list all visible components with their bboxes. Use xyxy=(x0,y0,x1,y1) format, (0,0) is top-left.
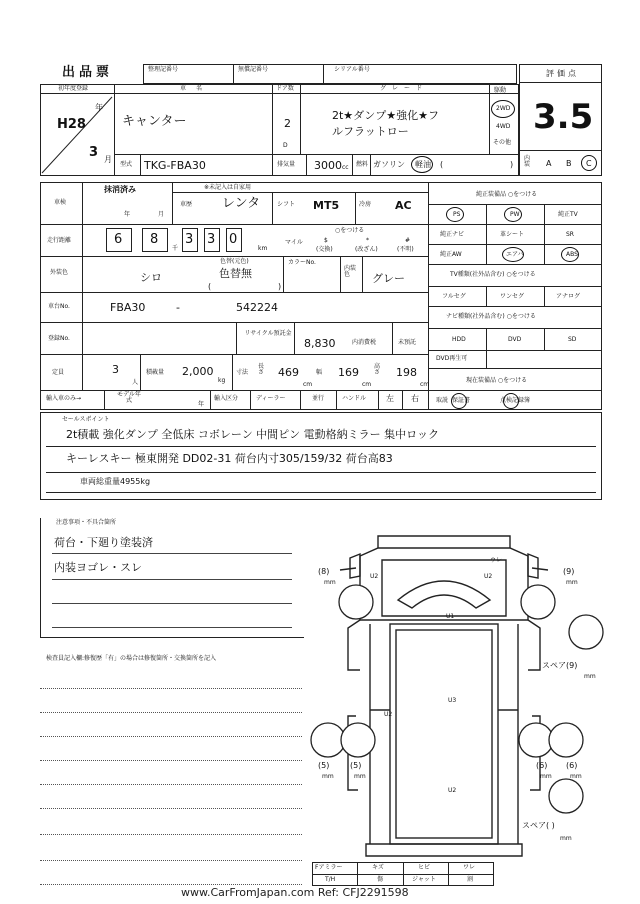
cc-unit: cc xyxy=(342,164,349,171)
tire-front-left xyxy=(339,585,373,619)
equip-aw: 純正AW xyxy=(440,251,462,258)
fuel-label: 燃料 xyxy=(356,161,369,168)
spare-bottom-label: スペア( ) xyxy=(522,821,555,830)
mark-u2-left-rear: U2 xyxy=(384,711,393,718)
evaluation-score: 3.5 xyxy=(533,97,594,137)
first-reg-month: 3 xyxy=(89,145,99,160)
load-label: 積載量 xyxy=(146,369,165,376)
score-label: 評価点 xyxy=(546,69,579,78)
mm-spare-bottom: mm xyxy=(560,835,572,842)
equip-record: 点検記録簿 xyxy=(500,397,531,404)
grade-line-1: 2t★ダンプ★強化★フ xyxy=(332,109,440,122)
legend-value-2: 傷 xyxy=(377,876,384,883)
size-label: 寸法 xyxy=(236,369,249,376)
mm-front-right: mm xyxy=(566,579,578,586)
recycle-tax-label: 内消費税 xyxy=(352,339,377,346)
sales-point-line-3: 車両総重量4955kg xyxy=(80,477,151,486)
interior-grade-label: 内装 xyxy=(524,155,531,168)
equip-ps-circle xyxy=(446,207,464,222)
equip-ps: PS xyxy=(453,211,461,218)
import-parallel: 並行 xyxy=(312,395,325,402)
frame-rails xyxy=(370,624,518,844)
tire-rear-right-outer xyxy=(549,723,583,757)
color-paren-open: ( xyxy=(208,282,212,291)
navi-dvd-play: DVD再生可 xyxy=(436,355,468,362)
month-unit: 月 xyxy=(104,155,112,164)
ac-value: AC xyxy=(395,199,412,212)
inspection-month-unit: 月 xyxy=(158,211,165,218)
handle-label: ハンドル xyxy=(342,395,367,402)
model-name: キャンター xyxy=(122,114,187,129)
cm-unit-1: cm xyxy=(303,381,313,388)
navi-type-header: ナビ種類(社外品含む) ○をつける xyxy=(446,313,536,320)
year-unit: 年 xyxy=(95,103,103,112)
model-year-unit: 年 xyxy=(198,401,205,408)
mileage-check-symbol-2: * xyxy=(366,237,369,244)
fuel-paren-close: ) xyxy=(510,160,514,169)
mark-u2-rear: U2 xyxy=(448,787,457,794)
inspection-label: 車検 xyxy=(54,199,67,206)
mileage-digit-1: 6 xyxy=(114,232,123,247)
equip-airbag-circle xyxy=(502,247,524,262)
cab-outline xyxy=(360,548,528,620)
navi-hdd: HDD xyxy=(452,336,466,343)
grade-line-2: ルフラットロー xyxy=(332,125,409,138)
legend-header-2: キズ xyxy=(372,864,384,871)
chassis-number: 542224 xyxy=(236,301,278,314)
mark-u3-bed: U3 xyxy=(448,697,457,704)
mileage-label: 走行距離 xyxy=(47,237,72,244)
handle-right: 右 xyxy=(411,394,419,403)
notes-label: 注意事項・不具合箇所 xyxy=(56,519,117,526)
interior-color: グレー xyxy=(372,272,405,285)
cab-roof-outline xyxy=(378,536,510,548)
mileage-check-header: ○をつける xyxy=(335,227,365,234)
model-year-label: モデル年式 xyxy=(117,391,141,404)
capacity-label: 定員 xyxy=(52,369,65,376)
drive-circle xyxy=(491,100,515,118)
sales-point-line-1: 2t積載 強化ダンプ 全低床 コボレーン 中間ピン 電動格納ミラー 集中ロック xyxy=(66,428,439,441)
mm-front-left: mm xyxy=(324,579,336,586)
color-change-label: 色替(元色) xyxy=(220,258,249,265)
legend-header-1: Fアミラー xyxy=(315,864,343,871)
tire-front-right xyxy=(521,585,555,619)
tire-spare-bottom xyxy=(549,779,583,813)
import-type-label: 輸入区分 xyxy=(214,395,239,402)
current-equipment-header: 現在装備品 ○をつける xyxy=(466,377,528,384)
tire-depth-rear-left-outer: (5) xyxy=(318,761,330,770)
left-mirror xyxy=(350,554,360,578)
chassis-prefix: FBA30 xyxy=(110,301,146,314)
usage-note: ※未記入は自家用 xyxy=(204,184,252,191)
note-line-2: 内装ヨゴレ・スレ xyxy=(54,561,142,574)
inspection-year-unit: 年 xyxy=(124,211,131,218)
mm-rear-right-inner: mm xyxy=(540,773,552,780)
note-line-1: 荷台・下廻り塗装済 xyxy=(54,536,153,549)
handle-left: 左 xyxy=(386,394,394,403)
mark-u2-right-front: U2 xyxy=(484,573,493,580)
interior-color-label: 内装色 xyxy=(344,265,357,278)
spare-top-label: スペア(9) xyxy=(542,661,578,670)
tire-depth-rear-right-outer: (6) xyxy=(566,761,578,770)
drive-other: その他 xyxy=(493,139,512,146)
mileage-check-tampered: (改ざん) xyxy=(355,246,378,253)
cab-inner-outline xyxy=(382,557,506,616)
shift-value: MT5 xyxy=(313,199,340,212)
tire-depth-rear-left-inner: (5) xyxy=(350,761,362,770)
cm-unit-3: cm xyxy=(420,381,430,388)
interior-grade-c: C xyxy=(586,159,592,168)
interior-grade-b: B xyxy=(566,159,572,168)
tire-depth-front-right: (9) xyxy=(563,567,575,576)
lot-number-label: 整理記番号 xyxy=(148,66,179,73)
door-type: D xyxy=(283,142,288,149)
capacity-value: 3 xyxy=(112,363,119,376)
sheet-title: 出品票 xyxy=(62,65,114,80)
tv-oneseg: ワンセグ xyxy=(500,293,525,300)
mm-rear-right-outer: mm xyxy=(570,773,582,780)
header-id-row xyxy=(143,64,517,84)
windshield xyxy=(398,581,490,608)
genuine-equipment-header: 純正装備品 ○をつける xyxy=(476,191,538,198)
tv-type-header: TV種類(社外品含む) ○をつける xyxy=(450,271,536,278)
recycle-unpaid-label: 未預託 xyxy=(398,339,417,346)
mm-rear-left-inner: mm xyxy=(354,773,366,780)
shift-label: シフト xyxy=(277,201,296,208)
color-paren-close: ) xyxy=(278,282,282,291)
exhibit-number-label: 無償記番号 xyxy=(238,66,269,73)
door-count: 2 xyxy=(284,117,291,130)
fuel-circle xyxy=(411,156,433,173)
drive-label: 駆動 xyxy=(494,87,507,94)
width-label: 幅 xyxy=(316,369,323,376)
usage-value: レンタ xyxy=(222,196,261,211)
mileage-check-symbol-3: # xyxy=(405,237,411,244)
interior-grade-a: A xyxy=(546,159,552,168)
tire-rear-right-inner xyxy=(519,723,553,757)
mileage-digit-3: 3 xyxy=(185,232,194,247)
interior-grade-circle xyxy=(581,155,597,171)
equip-pw: PW xyxy=(510,211,520,218)
import-dealer: ディーラー xyxy=(256,395,286,402)
legend-header-3: ヒビ xyxy=(418,864,431,871)
color-change-value: 色替無 xyxy=(219,267,252,280)
cargo-bed-outline xyxy=(390,624,498,844)
rear-bumper xyxy=(366,844,522,856)
first-registration-label: 初年度登録 xyxy=(58,85,89,92)
usage-label: 車歴 xyxy=(180,201,193,208)
displacement-label: 排気量 xyxy=(277,161,296,168)
mileage-digit-4: 3 xyxy=(207,232,216,247)
navi-sd: SD xyxy=(568,336,577,343)
tire-rear-left-outer xyxy=(311,723,345,757)
exterior-color: シロ xyxy=(140,271,162,284)
import-label: 輸入車のみ→ xyxy=(46,395,82,402)
drive-2wd: 2WD xyxy=(496,105,511,112)
equip-leather: 革シート xyxy=(500,231,525,238)
cargo-bed-inner xyxy=(396,630,492,838)
mark-u1-roof: U1 xyxy=(446,613,455,620)
tv-analog: アナログ xyxy=(556,293,581,300)
doors-label: ドア数 xyxy=(276,85,294,92)
sales-point-line-2: キーレスキー 極東開発 DD02-31 荷台内寸305/159/32 荷台高83 xyxy=(66,452,393,465)
mark-ure-cab: ウレ xyxy=(490,557,503,564)
equip-sr: SR xyxy=(566,231,574,238)
displacement-value: 3000 xyxy=(314,159,342,172)
mileage-check-unknown: (不明) xyxy=(397,246,414,253)
fuel-diesel: 軽油 xyxy=(415,160,431,169)
color-number-label: カラーNo. xyxy=(288,259,316,266)
mirror-arms xyxy=(340,568,548,570)
fuel-gasoline: ガソリン xyxy=(373,160,405,169)
legend-header-4: ワレ xyxy=(463,864,476,871)
length-value: 469 xyxy=(278,366,299,379)
legend-value-1: T/H xyxy=(325,876,336,883)
right-front-fender xyxy=(528,620,540,670)
watermark-ref: www.CarFromJapan.com Ref: CFJ2291598 xyxy=(178,886,412,899)
sales-points-label: セールスポイント xyxy=(62,416,110,423)
exterior-color-label: 外装色 xyxy=(50,269,69,276)
cm-unit-2: cm xyxy=(362,381,372,388)
equip-tv: 純正TV xyxy=(558,211,578,218)
tire-depth-rear-right-inner: (6) xyxy=(536,761,548,770)
equip-navi: 純正ナビ xyxy=(440,231,465,238)
left-front-fender xyxy=(348,620,360,670)
equip-warranty: 保証書 xyxy=(452,397,471,404)
equip-warranty-circle xyxy=(451,393,467,409)
drive-4wd: 4WD xyxy=(496,123,511,130)
kg-unit: kg xyxy=(218,377,226,384)
chassis-label: 車台No. xyxy=(48,303,70,310)
first-reg-year: H28 xyxy=(57,117,86,132)
mileage-check-symbol-1: $ xyxy=(324,237,328,244)
model-code: TKG-FBA30 xyxy=(144,159,206,172)
person-unit: 人 xyxy=(132,379,139,386)
model-name-label: 車名 xyxy=(180,85,213,92)
equip-abs: ABS xyxy=(566,251,578,258)
mileage-mile-label: マイル xyxy=(285,239,303,246)
model-code-label: 型式 xyxy=(120,161,133,168)
height-label: 高さ xyxy=(374,363,381,376)
registration-label: 登録No. xyxy=(48,335,70,342)
ac-label: 冷房 xyxy=(359,201,372,208)
equip-record-circle xyxy=(503,393,519,409)
tire-depth-front-left: (8) xyxy=(318,567,330,576)
tire-spare-top xyxy=(569,615,603,649)
inspection-value: 抹消済み xyxy=(104,185,136,194)
mm-spare-top: mm xyxy=(584,673,596,680)
fuel-paren: ( xyxy=(440,160,444,169)
length-label: 長さ xyxy=(258,363,265,376)
recycle-label: リサイクル預託金 xyxy=(244,330,292,337)
legend-value-4: 割 xyxy=(467,876,474,883)
mileage-digit-2: 8 xyxy=(150,232,159,247)
chassis-dash: - xyxy=(176,301,180,314)
legend-value-3: ジャット xyxy=(412,876,436,883)
load-value: 2,000 xyxy=(182,365,214,378)
mileage-check-exchange: (交換) xyxy=(316,246,333,253)
grade-label: グレード xyxy=(380,85,429,92)
recycle-value: 8,830 xyxy=(304,337,336,350)
equip-pw-circle xyxy=(504,207,522,222)
height-value: 198 xyxy=(396,366,417,379)
thousand-unit: 千 xyxy=(172,245,179,252)
navi-dvd: DVD xyxy=(508,336,522,343)
equip-abs-circle xyxy=(561,247,579,262)
serial-number-label: シリアル番号 xyxy=(334,66,370,73)
width-value: 169 xyxy=(338,366,359,379)
mm-rear-left-outer: mm xyxy=(322,773,334,780)
mark-u2-left-front: U2 xyxy=(370,573,379,580)
km-unit: km xyxy=(258,245,268,252)
equip-manual: 取説 xyxy=(436,397,449,404)
inspector-label: 検査員記入欄:修復歴「有」の場合は修復箇所・交換箇所を記入 xyxy=(46,655,217,662)
tire-rear-left-inner xyxy=(341,723,375,757)
tv-fullseg: フルセグ xyxy=(442,293,466,300)
equip-airbag: エアバ xyxy=(506,251,524,258)
right-mirror xyxy=(528,554,538,578)
mileage-digit-5: 0 xyxy=(229,232,238,247)
